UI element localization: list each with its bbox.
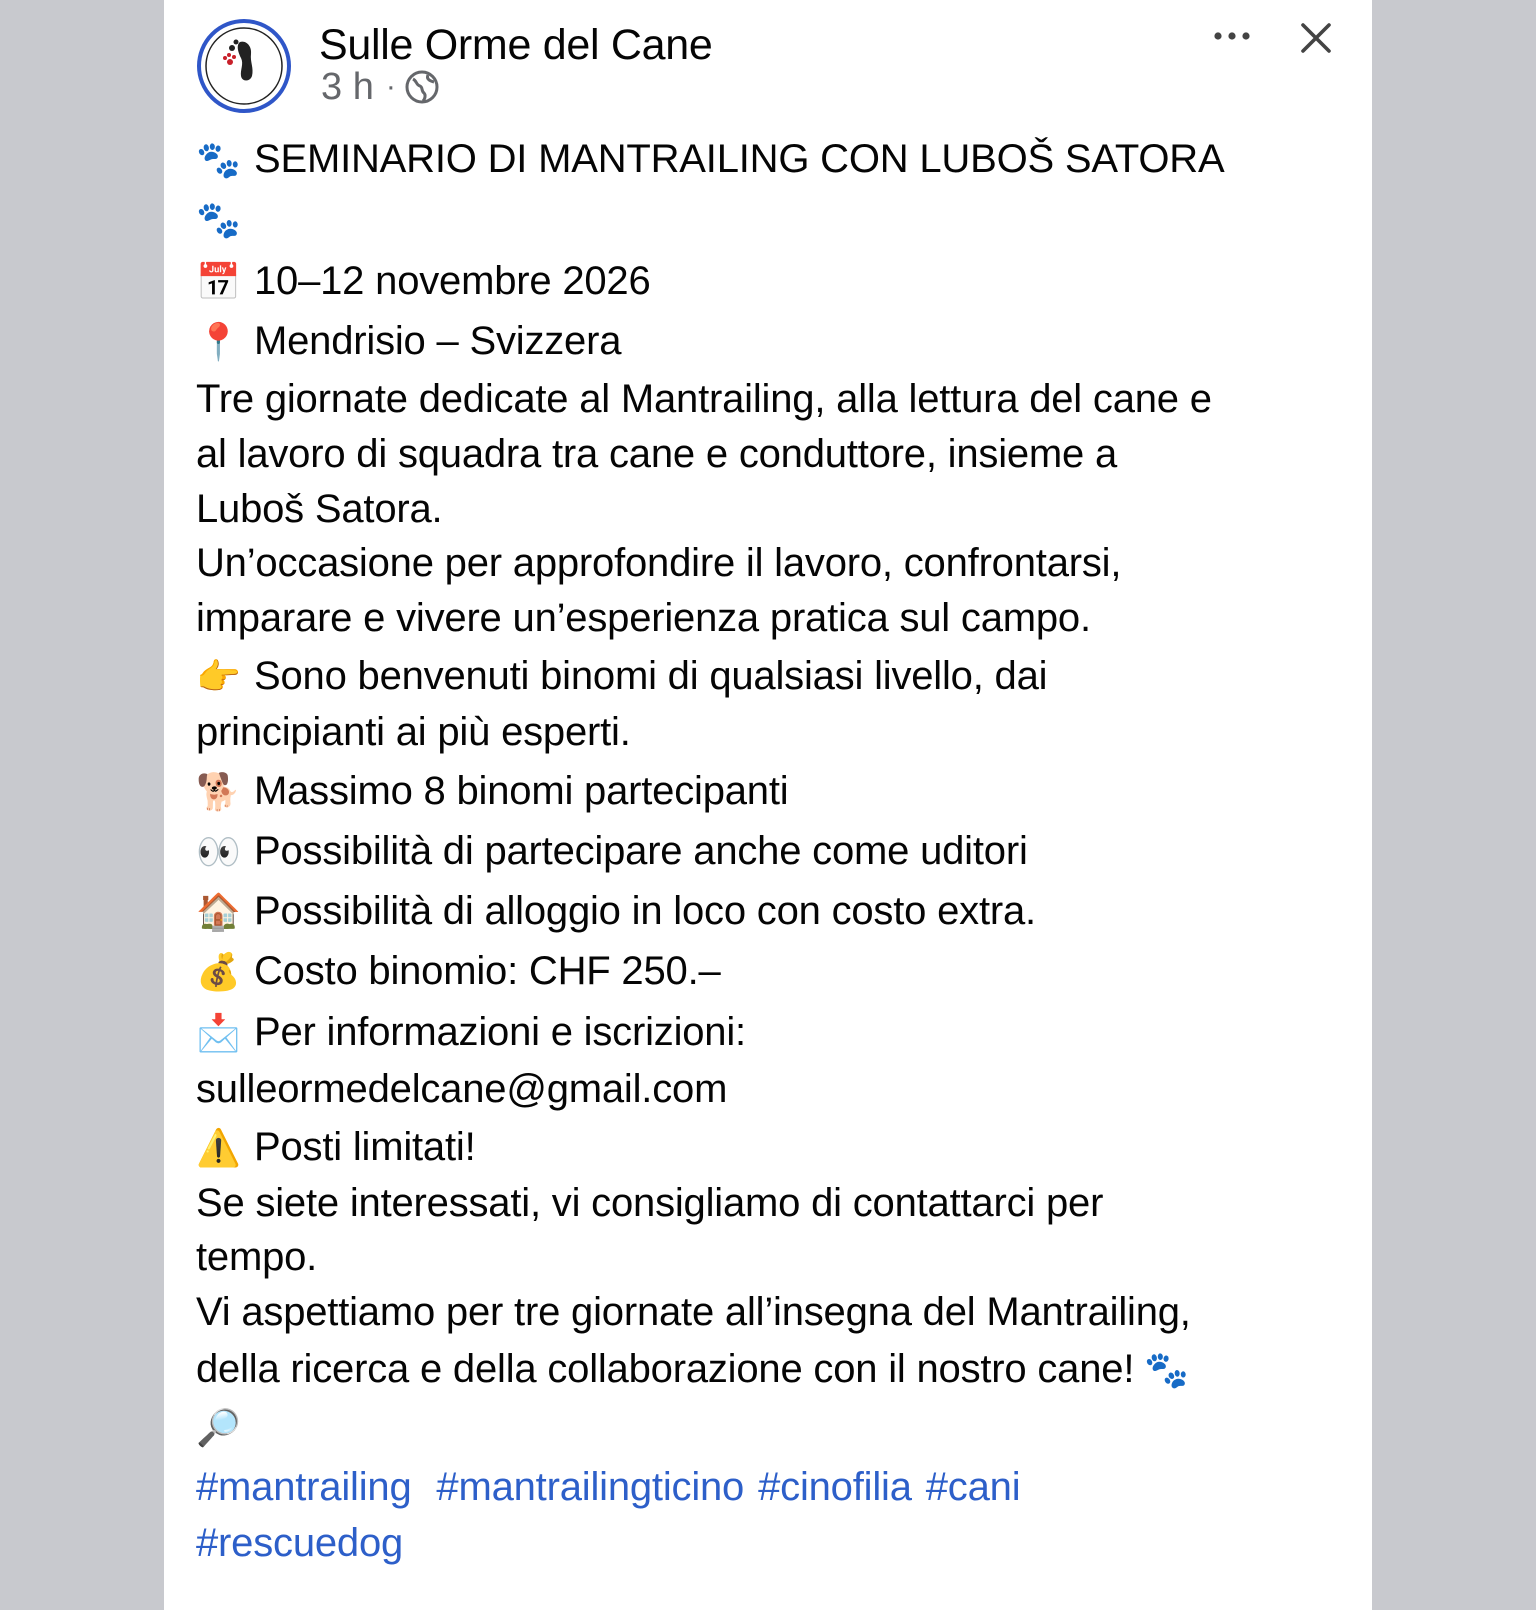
paw-prints-icon: 🐾 xyxy=(196,140,241,181)
more-options-button[interactable] xyxy=(1204,14,1260,58)
close-button[interactable] xyxy=(1290,12,1342,64)
calendar-icon: 📅 xyxy=(196,262,241,303)
pointing-hand-icon: 👉 xyxy=(196,657,241,698)
post-line: 💰 Costo binomio: CHF 250.– xyxy=(196,946,721,998)
paw-footprint-logo-icon xyxy=(196,18,292,114)
post-line: Vi aspettiamo per tre giornate all’insegna del Mantrailing, xyxy=(196,1290,1191,1334)
post-line xyxy=(196,256,651,308)
post-line xyxy=(196,1402,254,1454)
contact-email[interactable]: sulleormedelcane@gmail.com xyxy=(196,1067,728,1111)
meta-separator: · xyxy=(385,70,396,103)
hashtag-link[interactable]: #cani xyxy=(925,1465,1021,1509)
more-horizontal-icon xyxy=(1212,30,1252,42)
post-line: ⚠️ Posti limitati! xyxy=(196,1122,476,1174)
post-meta xyxy=(321,64,440,110)
hashtag-link[interactable]: #rescuedog xyxy=(196,1521,404,1565)
hashtags-line xyxy=(196,1462,1020,1512)
post-line: principianti ai più esperti. xyxy=(196,710,631,754)
hashtags-line xyxy=(196,1518,403,1568)
post-line: della ricerca e della collaborazione con il nostro cane! 🐾 xyxy=(196,1344,1189,1396)
event-dates: 10–12 novembre 2026 xyxy=(254,259,651,303)
post-line: 🐕 Massimo 8 binomi partecipanti xyxy=(196,766,788,818)
post-line: Un’occasione per approfondire il lavoro, confrontarsi, xyxy=(196,541,1122,585)
post-line: Tre giornate dedicate al Mantrailing, alla lettura del cane e xyxy=(196,377,1212,421)
post-line: al lavoro di squadra tra cane e conduttore, insieme a xyxy=(196,432,1118,476)
paw-prints-icon: 🐾 xyxy=(196,200,241,241)
hashtag-link[interactable]: #mantrailing xyxy=(196,1465,412,1509)
warning-icon: ⚠️ xyxy=(196,1128,241,1169)
post-line: 👉 Sono benvenuti binomi di qualsiasi livello, dai xyxy=(196,651,1047,703)
post-line: tempo. xyxy=(196,1235,318,1279)
post-line xyxy=(196,1064,727,1114)
envelope-icon: 📩 xyxy=(196,1013,241,1054)
magnifying-glass-icon: 🔎 xyxy=(196,1408,241,1449)
post-line xyxy=(196,134,1224,186)
page-name[interactable]: Sulle Orme del Cane xyxy=(319,21,713,69)
hashtag-link[interactable]: #cinofilia xyxy=(758,1465,912,1509)
post-line: 🏠 Possibilità di alloggio in loco con costo extra. xyxy=(196,886,1036,938)
post-line xyxy=(196,316,621,368)
post-title: SEMINARIO DI MANTRAILING CON LUBOŠ SATORA xyxy=(254,137,1225,181)
post-line: imparare e vivere un’esperienza pratica sul campo. xyxy=(196,596,1091,640)
post-line: Se siete interessati, vi consigliamo di contattarci per xyxy=(196,1181,1104,1225)
page-avatar[interactable] xyxy=(196,18,292,114)
event-location: Mendrisio – Svizzera xyxy=(254,319,622,363)
post-line: 📩 Per informazioni e iscrizioni: xyxy=(196,1007,746,1059)
house-icon: 🏠 xyxy=(196,892,241,933)
close-icon xyxy=(1300,22,1332,54)
globe-icon[interactable] xyxy=(404,69,440,105)
paw-prints-icon: 🐾 xyxy=(1144,1350,1189,1391)
hashtag-link[interactable]: #mantrailingticino xyxy=(436,1465,745,1509)
post-line xyxy=(196,194,254,246)
post-line: Luboš Satora. xyxy=(196,487,443,531)
post-header xyxy=(164,0,1372,120)
money-bag-icon: 💰 xyxy=(196,952,241,993)
post-timestamp[interactable]: 3 h xyxy=(321,65,374,108)
location-pin-icon: 📍 xyxy=(196,322,241,363)
eyes-icon: 👀 xyxy=(196,832,241,873)
dog-icon: 🐕 xyxy=(196,772,241,813)
post-card xyxy=(164,0,1372,1610)
post-line: 👀 Possibilità di partecipare anche come uditori xyxy=(196,826,1028,878)
